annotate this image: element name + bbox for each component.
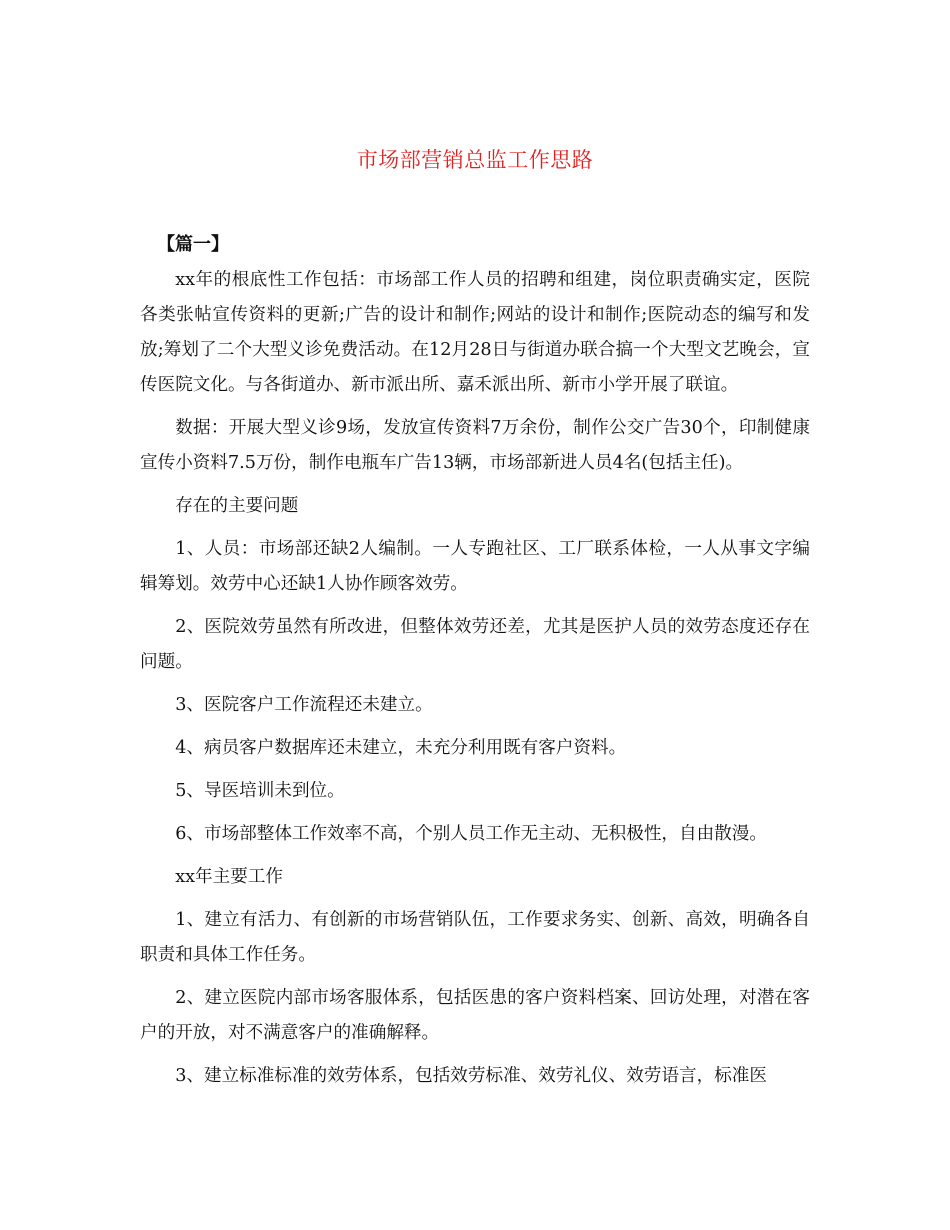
paragraph: 6、市场部整体工作效率不高，个别人员工作无主动、无积极性，自由散漫。 [175,824,767,844]
paragraph: 1、建立有活力、有创新的市场营销队伍，工作要求务实、创新、高效，明确各自职责和具体工作任务。 [140,910,810,965]
paragraph: xx年的根底性工作包括：市场部工作人员的招聘和组建，岗位职责确实定，医院各类张帖宣传资料的更新;广告的设计和制作;网站的设计和制作;医院动态的编写和发放;筹划了二个大型义诊免费活动。在12月28日与街道办联合搞一个大型文艺晚会，宣传医院文化。与各街道办、新市派出所、嘉禾派出所、新市小学开展了联谊。 [140,270,810,395]
paragraph: 2、建立医院内部市场客服体系，包括医患的客户资料档案、回访处理，对潜在客户的开放，对不满意客户的准确解释。 [140,988,810,1043]
section-label: 【篇一】 [157,234,229,255]
paragraph: 数据：开展大型义诊9场，发放宣传资料7万余份，制作公交广告30个，印制健康宣传小资料7.5万份，制作电瓶车广告13辆，市场部新进人员4名(包括主任)。 [140,418,810,473]
paragraph: 5、导医培训未到位。 [175,781,345,801]
paragraph: 2、医院效劳虽然有所改进，但整体效劳还差，尤其是医护人员的效劳态度还存在问题。 [140,617,810,672]
document-body [140,263,810,1102]
paragraph: 存在的主要问题 [175,496,299,516]
paragraph: 1、人员：市场部还缺2人编制。一人专跑社区、工厂联系体检，一人从事文字编辑筹划。效劳中心还缺1人协作顾客效劳。 [140,539,810,594]
paragraph: 3、建立标准标准的效劳体系，包括效劳标准、效劳礼仪、效劳语言，标准医 [175,1066,767,1086]
paragraph: 4、病员客户数据库还未建立，未充分利用既有客户资料。 [175,738,627,758]
paragraph: xx年主要工作 [175,867,284,887]
document-title: 市场部营销总监工作思路 [356,148,594,172]
paragraph: 3、医院客户工作流程还未建立。 [175,695,433,715]
